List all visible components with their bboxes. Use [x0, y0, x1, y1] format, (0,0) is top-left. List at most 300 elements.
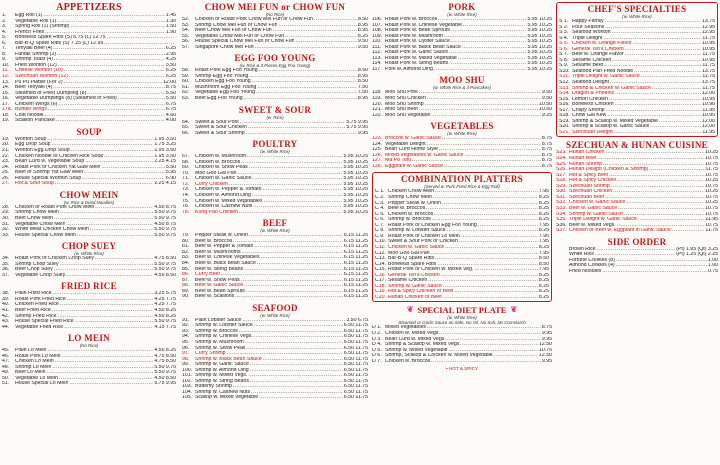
item-price: 6.15 11.25 — [343, 294, 368, 300]
item-name: Four Seasons — [572, 24, 605, 30]
item-name: Szechuan Beef — [569, 194, 605, 200]
item-name: Vegetable Dumplings (8) (Steamed or Fried) — [15, 96, 117, 102]
item-number: C11. — [375, 244, 386, 250]
item-name: Hunan Delight (Chicken & Shrimp) — [569, 167, 649, 173]
menu-section — [556, 237, 718, 275]
item-number: 2. — [2, 18, 7, 24]
item-number: C 5. — [375, 211, 385, 217]
menu-item — [2, 325, 176, 331]
section-title: MOO SHU — [439, 75, 485, 86]
item-price: 7.95 — [538, 250, 549, 256]
item-number: 24. — [2, 164, 10, 170]
item-price: 8.25 — [538, 200, 549, 206]
item-price: 13.75 — [702, 19, 715, 24]
item-name: Sesame Chicken — [388, 278, 428, 284]
section-title: SOUP — [76, 126, 102, 137]
item-name: Pu Pu Platter (For 2) — [15, 79, 63, 85]
item-price: 5.75 9.95 — [346, 125, 368, 131]
item-price: 5.75 9.95 — [346, 119, 368, 125]
item-name: House Special Chow Mei Fun or Chow Fun — [195, 39, 295, 45]
menu-column-4 — [556, 2, 718, 277]
item-price: 8.75 — [541, 163, 552, 169]
section-title: CHOW MEIN — [59, 189, 119, 200]
menu-section — [2, 2, 176, 124]
item-name: Chicken w. Garlic Sauce — [569, 200, 626, 206]
item-price: 4.00 — [165, 118, 176, 124]
item-number: S35. — [556, 217, 567, 223]
item-name: Teriyaki Beef (4) — [15, 46, 53, 52]
item-number: 7. — [2, 46, 7, 52]
item-price: 7.95 — [538, 239, 549, 245]
item-name: Plain Fried Rice — [15, 291, 52, 297]
item-number: 89. — [182, 288, 190, 294]
item-price: 10.75 — [705, 156, 718, 162]
item-price: 6.15 11.25 — [343, 272, 368, 278]
spacer — [556, 274, 718, 277]
item-price: 8.50 — [538, 256, 549, 262]
item-price: 12.00 — [702, 118, 715, 124]
item-number: 126. — [372, 152, 383, 158]
item-name: Shrimp w. Mixed Vegetable — [385, 347, 448, 353]
item-number: 22. — [2, 153, 10, 159]
item-number: C 2. — [375, 195, 385, 201]
item-name: Curry Shrimp — [195, 351, 226, 357]
leader-dots — [64, 325, 153, 331]
section-title-text: SPECIAL DIET PLATE — [417, 305, 507, 316]
leader-dots — [244, 96, 357, 102]
item-price: 2.25 4.15 — [154, 159, 176, 165]
menu-item — [182, 294, 368, 300]
leader-dots — [259, 395, 343, 401]
menu-section — [372, 121, 552, 169]
item-price: 5.95 10.25 — [343, 181, 368, 187]
item-number: 31. — [2, 221, 10, 227]
item-name: Bean Curd Home Style — [385, 147, 439, 153]
menu-column-3 — [372, 2, 552, 375]
item-name: Beef w. Scallions — [195, 294, 235, 300]
item-name: Chicken w. Mixed Vegetables — [195, 198, 263, 204]
item-price: 8.25 — [357, 33, 368, 39]
item-name: Roast Pork Lo Mein — [15, 353, 61, 359]
item-name: Shrimp, Scallop & Chicken w. Mixed Vegetable — [385, 353, 493, 359]
item-name: Chicken or Roast Pork Chow Mei Fun or Chow Fun — [195, 17, 313, 22]
item-number: 55. — [182, 33, 190, 39]
item-name: Roast Pork w. String Beans — [385, 61, 449, 67]
item-number: 54. — [182, 28, 190, 34]
item-number: 112. — [372, 50, 382, 56]
item-name: Chicken w. Broccoli — [388, 211, 433, 217]
item-name: Roast Pork Egg Foo Young — [195, 68, 258, 74]
item-price: 8.25 — [538, 211, 549, 217]
item-price: 10.75 — [705, 211, 718, 217]
item-price: 8.95 — [357, 73, 368, 79]
menu-item — [556, 269, 718, 275]
item-number: 43. — [2, 319, 10, 325]
item-price: 2.95 — [165, 51, 176, 57]
menu-section — [2, 127, 176, 187]
item-name: Roast Pork w. Garlic Sauce — [385, 50, 449, 56]
item-price: 1.90 — [165, 29, 176, 35]
item-name: Boneless Spare Ribs (S) 6.75 (L) 12.75 — [15, 35, 106, 41]
item-name: Chicken Egg Foo Young — [195, 79, 251, 85]
item-number: S30. — [556, 189, 567, 195]
item-name: Beef or Shrimp Yat Gaw Mein — [15, 170, 84, 176]
item-number: 82. — [182, 249, 190, 255]
item-name: Shrimp Egg Foo Young — [195, 73, 249, 79]
item-number: C 7. — [375, 222, 385, 228]
item-number: 110. — [372, 39, 382, 45]
item-price: 12.50 — [539, 342, 552, 348]
item-name: Buffalo Wings — [15, 107, 47, 113]
item-number: 20. — [2, 142, 10, 148]
item-price: 8.25 — [538, 278, 549, 284]
item-price: 9.95 — [541, 336, 552, 342]
item-price: 7.95 — [538, 222, 549, 228]
menu-section — [182, 139, 368, 215]
item-number: S 9. — [559, 63, 569, 69]
item-price: 5.95 10.25 — [343, 176, 368, 182]
item-number: 100. — [182, 367, 193, 373]
leader-dots — [246, 131, 357, 137]
item-number: 93. — [182, 328, 190, 334]
item-number: 78. — [182, 209, 190, 215]
item-name: Beef w. Snow Peas — [195, 277, 240, 283]
section-title: EGG FOO YOUNG — [234, 53, 316, 64]
item-number: 91. — [182, 317, 190, 323]
item-name: Shrimp & Scallop w. Garlic Sauce — [572, 124, 650, 130]
item-number: 60. — [182, 79, 190, 85]
butterfly-icon: ❦ — [510, 305, 518, 315]
item-name: Roast Pork or Chicken Yat Gaw Mein — [15, 164, 101, 170]
item-number: 83. — [182, 255, 190, 261]
item-name: Hot & Spicy Beef — [569, 172, 609, 178]
item-name: Seafood Wonton — [572, 30, 611, 36]
menu-section — [2, 333, 176, 387]
item-number: 23. — [2, 159, 10, 165]
item-name: Shrimp w. Broccoli — [388, 217, 431, 223]
item-name: Shrimp Chow Mein — [388, 195, 432, 201]
item-price: 1.30 — [165, 18, 176, 24]
item-name: Beef w. Broccoli — [388, 206, 425, 212]
item-price: 11.75 — [705, 167, 718, 173]
item-number: S 8. — [559, 57, 569, 63]
item-number: 104. — [182, 389, 193, 395]
leader-dots — [431, 359, 541, 365]
item-name: Triple Delight — [572, 35, 603, 41]
item-number: 118. — [372, 90, 382, 96]
item-name: Mushroom Egg Foo Young — [195, 84, 257, 90]
item-name: Kung Pao Chicken — [195, 209, 238, 215]
section-subtitle: (w. White Rice) — [74, 251, 104, 257]
item-price: 8.50 — [357, 17, 368, 22]
item-number: 87. — [182, 277, 190, 283]
item-number: 21. — [2, 148, 10, 154]
item-price: 6.15 11.25 — [343, 233, 368, 239]
item-number: 42. — [2, 313, 10, 319]
item-price: 6.15 11.25 — [343, 266, 368, 272]
item-name: Shrimp & Scallop w. Mixed Vegetable — [572, 118, 658, 124]
item-number: 63. — [182, 96, 190, 102]
item-number: 120. — [372, 101, 383, 107]
item-number: 45. — [2, 348, 10, 354]
section-title: LO MEIN — [68, 333, 110, 344]
item-number: 47. — [2, 359, 10, 365]
item-name: Ma Po Tofu — [385, 158, 412, 164]
item-number: 35. — [2, 261, 10, 267]
menu-column-1 — [2, 2, 176, 390]
item-name: Chow Gai Kew — [572, 113, 607, 119]
item-number: 49. — [2, 370, 10, 376]
item-price: 6.75 — [165, 101, 176, 107]
item-price: 6.15 11.25 — [343, 283, 368, 289]
item-name: Fried Wonton (12) — [15, 62, 57, 68]
item-number: 84. — [182, 260, 190, 266]
item-name: Moo Goo Gai Pan — [195, 170, 237, 176]
item-price: 7.50 — [357, 90, 368, 96]
item-price: 3.50 6.75 — [346, 317, 368, 323]
item-number: S18. — [559, 113, 570, 119]
item-price: 5.50 9.75 — [154, 370, 176, 376]
item-number: 17. — [2, 101, 10, 107]
section-title: SZECHUAN & HUNAN CUISINE — [566, 140, 708, 151]
item-name: Chicken w. Cashew Nuts — [195, 204, 253, 210]
item-name: Moo Shu Shrimp — [385, 101, 424, 107]
item-number: 17a. — [2, 107, 13, 113]
item-number: 3. — [2, 24, 7, 30]
item-number: 41. — [2, 307, 10, 313]
item-price: 11.95 — [702, 107, 715, 113]
item-number: 34. — [2, 256, 10, 262]
item-name: Chicken w. Snow Peas — [195, 165, 248, 171]
item-name: Bar-B-Q Spare Ribs — [388, 256, 435, 262]
item-name: Steamed or Fried Dumpling (8) — [15, 90, 87, 96]
item-price: 6.15 11.25 — [343, 244, 368, 250]
leader-dots — [56, 118, 165, 124]
item-name: French Fries — [15, 29, 45, 35]
item-price: 8.75 — [541, 152, 552, 158]
item-name: Brown Rice — [569, 246, 596, 252]
item-name: Chicken Chow Mein — [388, 189, 435, 195]
item-name: Beef w. Orange Flavor — [572, 52, 624, 58]
item-name: Roast Pork or Chicken w. Mixed Veg. — [388, 267, 474, 273]
item-name: Cheese Wonton (10) — [15, 68, 63, 74]
item-name: Shrimp w. Lobster Sauce — [388, 228, 446, 234]
item-number: S17. — [559, 107, 570, 113]
item-price: 8.25 — [538, 195, 549, 201]
item-name: Beef Lo Mein — [15, 370, 46, 376]
item-name: Beef w. String Beans — [195, 266, 244, 272]
item-name: Szechuan Chicken — [569, 189, 613, 195]
menu-item — [372, 113, 552, 119]
item-price: 7.95 — [538, 233, 549, 239]
item-name: Roast Pork w. Oyster Sauce — [385, 39, 450, 45]
item-price: 12.00 — [702, 124, 715, 130]
item-price: 4.50 8.75 — [154, 221, 176, 227]
item-name: Plain Lobster Sauce — [195, 317, 242, 323]
leader-dots — [444, 164, 541, 170]
menu-section — [2, 190, 176, 238]
item-price: 5.95 10.25 — [527, 39, 552, 45]
item-name: Mixed Vegetables — [385, 325, 426, 331]
item-name: Hunan Shrimp — [569, 161, 603, 167]
item-price: 6.15 11.25 — [343, 260, 368, 266]
item-price: 4.25 7.75 — [154, 296, 176, 302]
menu-item — [375, 295, 549, 301]
item-price: 6.50 11.75 — [343, 378, 368, 384]
section-subtitle: (w. Rice & 3 Pieces Egg Foo Young) — [239, 63, 311, 69]
menu-section — [372, 75, 552, 118]
item-price: 12.50 — [539, 353, 552, 359]
item-number: 99. — [182, 362, 190, 368]
item-name: Shrimp Chow Mein — [15, 210, 59, 216]
item-price: 11.75 — [702, 63, 715, 69]
menu-item — [2, 381, 176, 387]
item-name: Sesame Chicken — [572, 57, 612, 63]
item-number: S 5. — [559, 41, 569, 47]
item-price: 8.50 — [357, 68, 368, 74]
section-title: APPETIZERS — [56, 2, 122, 13]
item-name: Plain Lo Mein — [15, 348, 47, 354]
item-number: 38. — [2, 291, 10, 297]
item-price: 1.95 3.50 — [154, 148, 176, 154]
menu-item — [556, 228, 718, 234]
item-price: 12.00 — [163, 79, 176, 85]
section-subtitle: (No Rice) — [79, 343, 99, 349]
item-name: Chicken w. Broccoli — [195, 159, 240, 165]
item-price: 2.25 4.15 — [154, 181, 176, 187]
item-name: Shrimp w. Mushroom — [195, 339, 244, 345]
item-number: 6. — [2, 40, 7, 46]
item-number: S 3. — [559, 30, 569, 36]
item-price: 10.95 — [702, 46, 715, 52]
item-number: 70. — [182, 170, 190, 176]
item-number: 68. — [182, 159, 190, 165]
item-name: Hot & Spicy Chicken — [569, 178, 617, 184]
item-price: 5.95 10.25 — [527, 28, 552, 34]
item-price: 8.25 — [538, 289, 549, 295]
item-price: 8.50 — [538, 261, 549, 267]
item-name: House Special Wonton Soup — [15, 175, 82, 181]
item-number: S 4. — [559, 35, 569, 41]
item-price: 8.25 — [538, 283, 549, 289]
item-price: 9.25 — [541, 112, 552, 118]
item-price: 8.50 — [357, 79, 368, 85]
item-name: Chicken w. Mushroom — [195, 154, 247, 160]
item-name: Roast Pork w. Mushroom — [385, 33, 443, 39]
item-price: 8.75 — [541, 147, 552, 153]
item-number: C16. — [375, 272, 386, 278]
item-name: Shrimp w. Black Bean Sauce — [195, 356, 262, 362]
item-name: Triple Delight w. Garlic Sauce — [572, 74, 640, 80]
menu-item — [2, 233, 176, 239]
item-price: 6.50 11.75 — [343, 373, 368, 379]
item-name: Boneless Chicken — [572, 102, 614, 108]
item-number: C 3. — [375, 200, 385, 206]
leader-dots — [431, 113, 541, 119]
item-name: Sweet & Sour Chicken — [195, 125, 247, 131]
menu-item — [2, 118, 176, 124]
item-name: Shrimp w. String Beans — [195, 378, 249, 384]
item-number: C18. — [375, 283, 386, 289]
item-price: 8.25 — [538, 206, 549, 212]
item-number: 26. — [2, 175, 10, 181]
item-name: Moo Shu Pork — [385, 90, 418, 96]
item-number: 13. — [2, 79, 10, 85]
item-name: Beef w. Black Bean Sauce — [195, 260, 256, 266]
item-price: 10.75 — [705, 172, 718, 178]
item-name: Chicken or Beef w. Eggplant in Garlic Sauce — [569, 228, 671, 234]
item-name: Broccoli w. Garlic Sauce — [385, 136, 441, 142]
item-name: Szechuan Delight — [572, 129, 613, 135]
item-name: Beef w. Bean Sprouts — [195, 288, 245, 294]
leader-dots — [69, 381, 153, 387]
item-name: Shrimp w. Almond Ding — [195, 367, 249, 373]
menu-section — [182, 105, 368, 137]
item-name: Chicken w. Garlic Sauce — [195, 176, 252, 182]
item-name: Wonton Egg Drop Soup — [15, 148, 70, 154]
item-number: C17. — [375, 278, 386, 284]
leader-dots — [672, 228, 705, 234]
section-title: VEGETABLES — [430, 121, 494, 132]
item-price: 7.95 — [538, 189, 549, 195]
item-price: 5.95 10.25 — [343, 187, 368, 193]
item-number: 29. — [2, 210, 10, 216]
section-title: SEAFOOD — [252, 302, 298, 313]
item-number: 1. — [2, 13, 7, 18]
item-price: 5.50 9.75 — [154, 210, 176, 216]
section-note: Steamed or Garlic Sauce on Side, No Oil, No Salt, No Cornstarch — [398, 320, 526, 326]
item-name: Beef w. Mushrooms — [195, 249, 241, 255]
item-name: Shrimp w. Broccoli — [195, 328, 238, 334]
item-price: 12.95 — [702, 30, 715, 36]
menu-item — [182, 395, 368, 401]
item-price: 5.95 10.25 — [527, 61, 552, 67]
item-number: S10. — [559, 68, 570, 74]
item-name: Vegetable Fried Rice — [15, 324, 64, 330]
item-name: Beef Fried Rice — [15, 307, 51, 313]
item-price: 5.50 9.75 — [154, 261, 176, 267]
item-price: 10.95 — [702, 96, 715, 102]
item-price: 8.75 — [541, 141, 552, 147]
item-name: Hunan Chicken — [569, 150, 605, 156]
item-name: Scallop w. Mixed Vegetable — [195, 395, 259, 401]
item-number: 11. — [2, 68, 9, 74]
item-number: 75. — [182, 198, 190, 204]
item-name: Shrimp Fried Rice — [15, 313, 57, 319]
item-number: 97. — [182, 351, 190, 357]
item-price: 13.75 — [702, 68, 715, 74]
item-name: Chicken Fried Rice — [15, 302, 59, 308]
section-title: PORK — [448, 2, 476, 12]
item-number: 86. — [182, 272, 190, 278]
item-number: 124. — [372, 141, 383, 147]
item-name: Beef Chop Suey — [15, 267, 53, 273]
item-name: Bean Curd w. Mixed Vegs. — [385, 336, 446, 342]
item-price: 9.50 — [357, 44, 368, 50]
item-number: 40. — [2, 302, 10, 308]
item-price: 5.95 10.25 — [343, 159, 368, 165]
item-number: 127. — [372, 158, 383, 164]
item-number: S 2. — [559, 24, 569, 30]
item-number: C14. — [375, 261, 386, 267]
item-name: Roast Pork w. Black Bean Sauce — [385, 44, 461, 50]
leader-dots — [434, 67, 527, 73]
item-number: 61. — [182, 84, 190, 90]
item-price: 5.50 9.75 — [154, 227, 176, 233]
section-title: FRIED RICE — [61, 281, 117, 292]
item-name: Beef w. Garlic Sauce — [195, 283, 244, 289]
menu-section — [372, 172, 552, 302]
